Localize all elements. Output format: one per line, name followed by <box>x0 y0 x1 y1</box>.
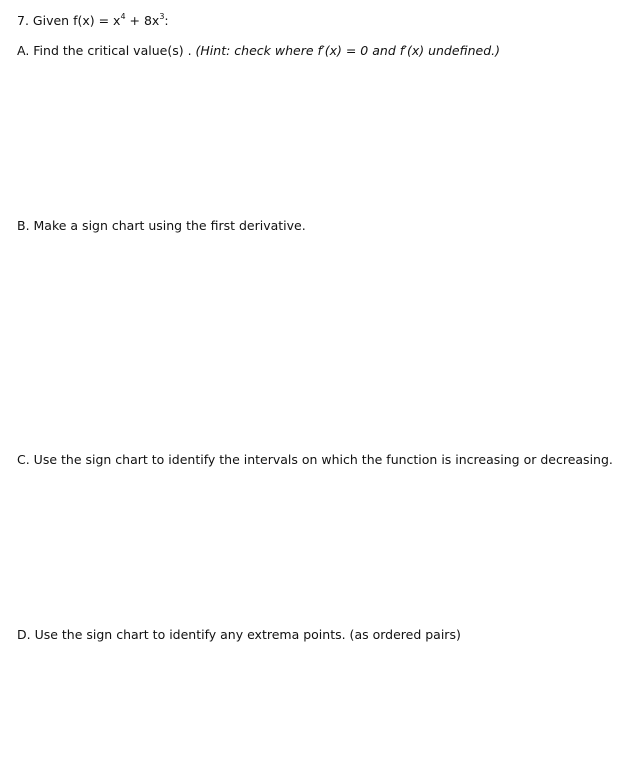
part-d-text: D. Use the sign chart to identify any extrema points. (as ordered pairs) <box>17 627 461 642</box>
problem-statement <box>17 13 169 29</box>
function-suffix: : <box>164 13 169 28</box>
part-a-hint: (Hint: check where f′(x) = 0 and f′(x) undefined.) <box>195 43 501 58</box>
part-c <box>17 452 613 468</box>
part-a-text: A. Find the critical value(s) . <box>17 43 192 58</box>
function-prefix: Given f(x) = x <box>32 13 121 28</box>
part-b-text: B. Make a sign chart using the first derivative. <box>17 218 306 233</box>
part-c-text: C. Use the sign chart to identify the intervals on which the function is increasing or decreasing. <box>17 452 613 467</box>
function-middle: + 8x <box>125 13 160 28</box>
exponent-3: 3 <box>159 11 165 21</box>
exponent-4: 4 <box>120 11 126 21</box>
part-b <box>17 218 306 234</box>
problem-number: 7. <box>17 13 29 28</box>
part-d <box>17 627 461 643</box>
part-a <box>17 43 500 59</box>
